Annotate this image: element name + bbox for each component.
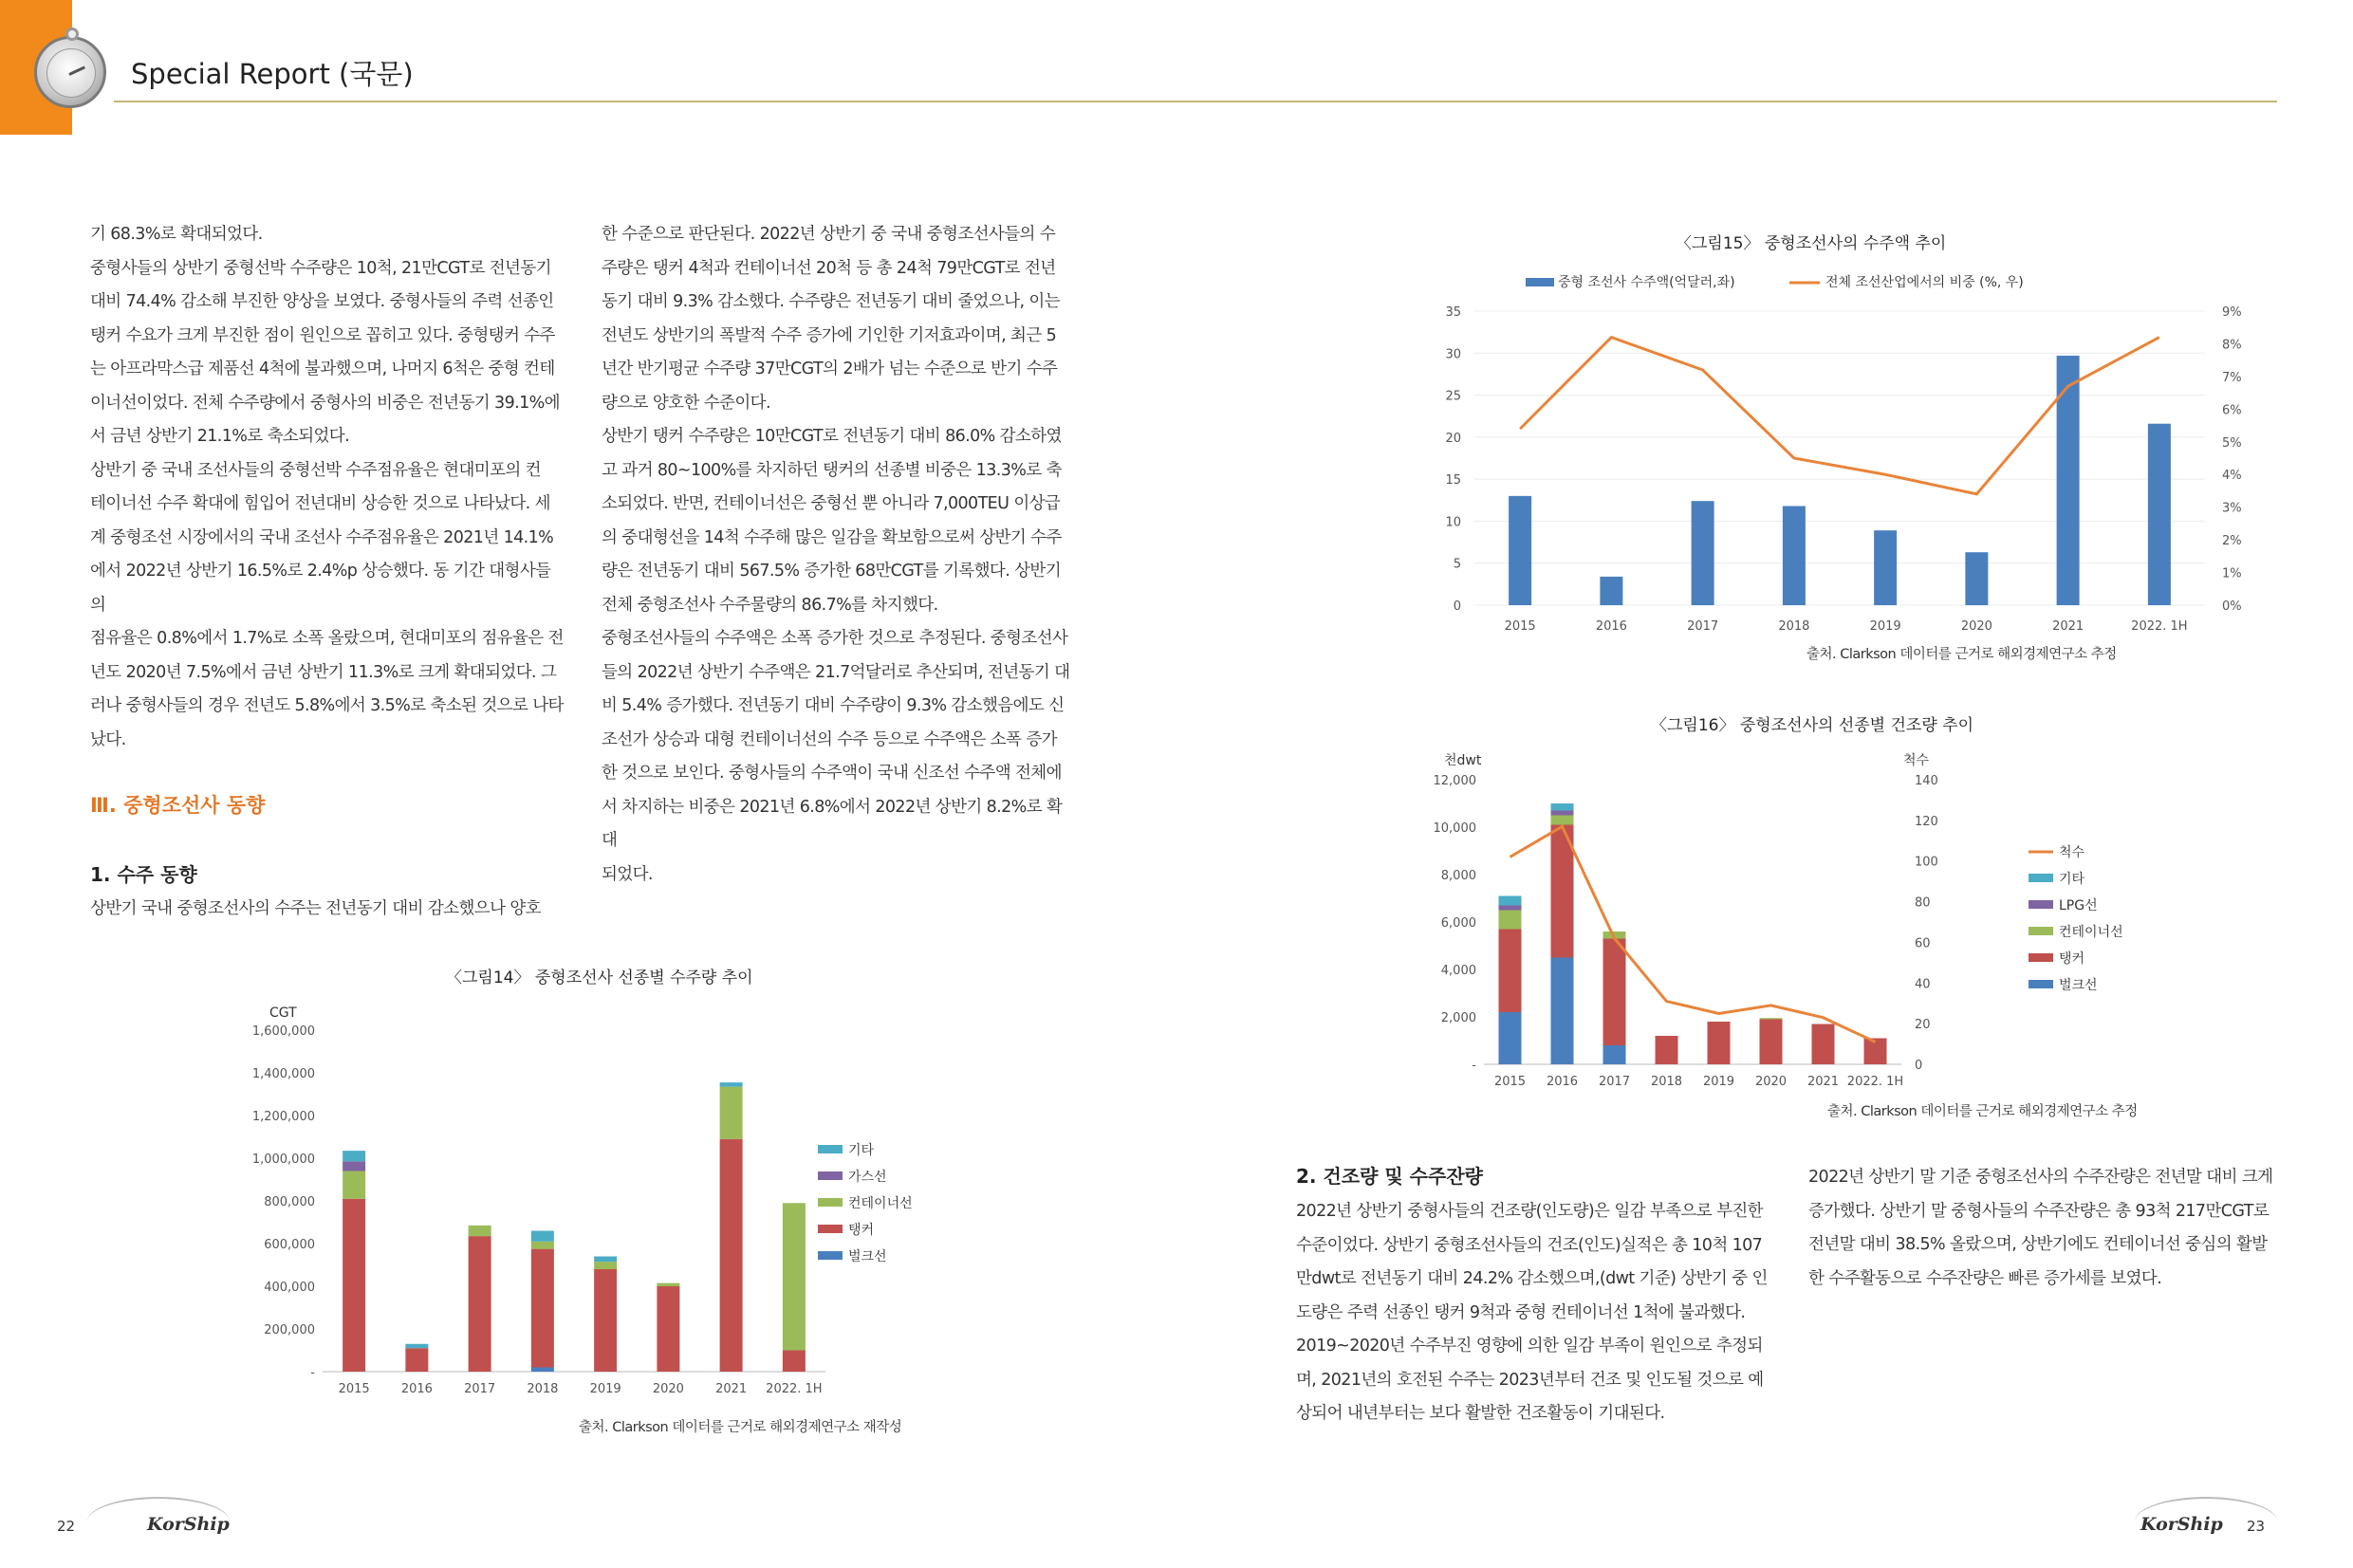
bar-segment [1551,816,1574,825]
text-line: 테이너선 수주 확대에 힘입어 전년대비 상승한 것으로 나타났다. 세 [90,494,550,513]
y2-tick-label: 4% [2222,469,2242,484]
text-line: 동기 대비 9.3% 감소했다. 수주량은 전년동기 대비 줄었으나, 이는 [602,292,1061,311]
x-tick-label: 2019 [1702,1075,1735,1089]
legend-label: 벌크선 [2059,978,2098,993]
header-title: Special Report (국문) [131,58,414,90]
bar-segment [531,1249,554,1368]
y2-tick-label: 40 [1915,977,1931,992]
text-line: 량으로 양호한 수준이다. [602,393,770,413]
figure16-chart [1423,744,2182,1095]
bar-segment [1812,1024,1835,1065]
header-divider [114,101,2277,102]
text-line: 년간 반기평균 수주량 37만CGT의 2배가 넘는 수준으로 반기 수주 [602,360,1058,378]
brand-logo-left: KorShip [147,1514,230,1535]
figure16-caption: 〈그림16〉 중형조선사의 선종별 건조량 추이 [1651,716,1973,735]
text-line: 고 과거 80~100%를 차지하던 탱커의 선종별 비중은 13.3%로 축 [602,460,1062,480]
y-tick-label: 30 [1445,347,1461,362]
bar-segment [1760,1020,1783,1065]
figure16-source: 출처. Clarkson 데이터를 근거로 해외경제연구소 추정 [1827,1104,2138,1119]
y-tick-label: 1,000,000 [251,1153,315,1167]
y-tick-label: 1,600,000 [251,1024,315,1039]
text-line: 는 아프라막스급 제품선 4척에 불과했으며, 나머지 6척은 중형 컨테 [90,360,555,378]
y-tick-label: 200,000 [264,1323,315,1337]
text-line: 대비 74.4% 감소해 부진한 양상을 보였다. 중형사들의 주력 선종인 [90,292,554,311]
x-tick-label: 2016 [400,1382,433,1396]
legend-label: 척수 [2059,845,2085,860]
text-line: 기 68.3%로 확대되었다. [90,225,263,244]
y-tick-label: 2,000 [1440,1011,1476,1025]
bar-segment [1499,1012,1522,1064]
text-line: 들의 2022년 상반기 수주액은 21.7억달러로 추산되며, 전년동기 대 [602,662,1070,682]
y-axis-label: CGT [269,1005,297,1021]
legend-label: 컨테이너선 [848,1196,913,1211]
x-tick-label: 2021 [1806,1075,1840,1089]
bar-segment [531,1242,554,1249]
y-tick-label: 6,000 [1440,916,1476,931]
y-tick-label: 20 [1445,431,1461,446]
figure15-caption: 〈그림15〉 중형조선사의 수주액 추이 [1676,234,1947,253]
y2-tick-label: 7% [2222,370,2242,385]
text-line: 에서 2022년 상반기 16.5%로 2.4%p 상승했다. 동 기간 대형사들의 [90,562,551,615]
y-tick-label: 800,000 [264,1195,315,1209]
y-axis-label: 천dwt [1444,753,1482,768]
bar [1965,552,1988,605]
text-line: 탱커 수요가 크게 부진한 점이 원인으로 꼽히고 있다. 중형탱커 수주 [90,325,555,345]
y2-tick-label: 80 [1915,895,1931,911]
y-tick-label: 4,000 [1440,964,1476,978]
x-tick-label: 2017 [464,1382,496,1396]
text-line: 상반기 중 국내 조선사들의 중형선박 수주점유율은 현대미포의 컨 [90,460,541,480]
section-heading: Ⅲ. 중형조선사 동향 [90,794,266,817]
bar-segment [1551,803,1574,811]
x-tick-label: 2022. 1H [1846,1075,1904,1089]
y-tick-label: 35 [1445,305,1461,320]
y-tick-label: 1,400,000 [251,1067,315,1081]
x-tick-label: 2021 [2052,619,2084,634]
bar-segment [1603,1045,1626,1064]
text-line: 2022년 상반기 중형사들의 건조량(인도량)은 일감 부족으로 부진한 [1296,1202,1763,1221]
text-line: 소되었다. 반면, 컨테이너선은 중형선 뿐 아니라 7,000TEU 이상급 [602,494,1061,513]
bar-segment [1499,906,1522,911]
y2-tick-label: 1% [2222,566,2242,581]
x-tick-label: 2019 [1869,619,1901,634]
y2-tick-label: 8% [2222,338,2242,353]
bar-segment [783,1351,806,1373]
bar-segment [343,1171,365,1199]
text-line: 이너선이었다. 전체 수주량에서 중형사의 비중은 전년동기 39.1%에 [90,393,560,413]
bar-segment [783,1203,806,1350]
x-tick-label: 2016 [1546,1075,1579,1089]
figure14-source: 출처. Clarkson 데이터를 근거로 해외경제연구소 재작성 [579,1420,902,1435]
clock-icon [34,36,106,108]
subsection-lead-text: 상반기 국내 중형조선사의 수주는 전년동기 대비 감소했으나 양호 [90,899,541,918]
x-tick-label: 2020 [1754,1075,1788,1089]
text-line: 점유율은 0.8%에서 1.7%로 소폭 올랐으며, 현대미포의 점유율은 전 [90,629,564,648]
bar [2057,356,2080,605]
x-tick-label: 2022. 1H [766,1382,823,1396]
y-tick-label: 5 [1453,557,1461,572]
legend-swatch [2029,980,2053,988]
x-tick-label: 2017 [1687,619,1719,634]
subsection-heading: 1. 수주 동향 [90,863,197,886]
text-line: 중형조선사들의 수주액은 소폭 증가한 것으로 추정된다. 중형조선사 [602,629,1068,648]
text-line: 한 수주활동으로 수주잔량은 빠른 증가세를 보였다. [1808,1268,2162,1288]
text-line: 전체 중형조선사 수주물량의 86.7%를 차지했다. [602,595,938,615]
figure14-caption: 〈그림14〉 중형조선사 선종별 수주량 추이 [446,968,753,987]
bar-segment [1708,1022,1731,1064]
legend-swatch [1526,278,1554,286]
text-line: 계 중형조선 시장에서의 국내 조선사 수주점유율은 2021년 14.1% [90,527,554,547]
bar-segment [469,1236,491,1372]
figure15-chart [1423,264,2258,643]
bar-segment [720,1082,743,1087]
legend-label: 중형 조선사 수주액(억달러,좌) [1558,275,1735,290]
text-line: 만dwt로 전년동기 대비 24.2% 감소했으며,(dwt 기준) 상반기 중 인 [1296,1269,1768,1288]
y2-tick-label: 5% [2222,435,2242,451]
legend-label: 기타 [2059,872,2085,887]
x-tick-label: 2019 [589,1382,621,1396]
text-line: 량은 전년동기 대비 567.5% 증가한 68만CGT를 기록했다. 상반기 [602,562,1062,581]
x-tick-label: 2020 [652,1382,684,1396]
y-tick-label: 400,000 [264,1281,315,1295]
bar-segment [1499,896,1522,906]
y-tick-label: 25 [1445,389,1461,404]
text-line: 한 것으로 보인다. 중형사들의 수주액이 국내 신조선 수주액 전체에 [602,764,1062,783]
legend-swatch [818,1171,843,1180]
x-tick-label: 2018 [1650,1075,1683,1089]
y2-tick-label: 9% [2222,305,2242,320]
bar-segment [1603,939,1626,1046]
text-line: 중형사들의 상반기 중형선박 수주량은 10척, 21만CGT로 전년동기 [90,258,551,278]
text-line: 2019~2020년 수주부진 영향에 의한 일감 부족이 원인으로 추정되 [1296,1337,1763,1356]
bar-segment [531,1368,554,1373]
legend-label: 탱커 [848,1223,875,1238]
figure15-source: 출처. Clarkson 데이터를 근거로 해외경제연구소 추정 [1806,647,2117,662]
x-tick-label: 2016 [1595,619,1627,634]
bar-segment [405,1344,428,1349]
y-tick-label: 10 [1445,515,1461,530]
y2-tick-label: 0% [2222,600,2242,614]
bar-segment [594,1262,617,1269]
text-line: 년도 2020년 7.5%에서 금년 상반기 11.3%로 크게 확대되었다. 그 [90,662,557,682]
bar-segment [1551,811,1574,816]
y-tick-label: - [1472,1059,1476,1073]
page-number-right: 23 [2247,1518,2266,1535]
bar-segment [469,1226,491,1236]
legend-label: 벌크선 [848,1249,887,1264]
bar-segment [1551,958,1574,1065]
bar [1600,577,1622,605]
legend-swatch [818,1225,843,1233]
y2-tick-label: 60 [1915,936,1931,951]
y-tick-label: 12,000 [1433,774,1476,788]
y2-tick-label: 0 [1915,1059,1923,1073]
bar-segment [531,1231,554,1242]
y-tick-label: 15 [1445,473,1461,489]
bar [1783,506,1806,605]
text-column-3 [1296,1195,1770,1431]
x-tick-label: 2018 [1778,619,1810,634]
y2-tick-label: 140 [1915,774,1938,788]
text-line: 러나 중형사들의 경우 전년도 5.8%에서 3.5%로 축소된 것으로 나타 [90,696,564,715]
legend-label: 탱커 [2059,951,2085,967]
text-line: 상되어 내년부터는 보다 활발한 건조활동이 기대된다. [1296,1404,1665,1423]
text-line: 조선가 상승과 대형 컨테이너선의 수주 등으로 수주액은 소폭 증가 [602,729,1057,749]
y2-axis-label: 척수 [1903,753,1930,768]
y2-tick-label: 6% [2222,403,2242,418]
x-tick-label: 2015 [1504,619,1536,634]
y-tick-label: 600,000 [264,1238,315,1252]
bar-segment [405,1348,428,1372]
x-tick-label: 2018 [527,1382,559,1396]
brand-logo-right: KorShip [2140,1514,2223,1535]
y2-tick-label: 100 [1915,855,1938,870]
y2-tick-label: 20 [1915,1018,1931,1033]
bar [2148,424,2171,605]
x-tick-label: 2022. 1H [2131,619,2188,634]
text-line: 수준이었다. 상반기 중형조선사들의 건조(인도)실적은 총 10척 107 [1296,1235,1763,1255]
bar-segment [1656,1036,1678,1064]
legend-swatch [818,1145,843,1153]
text-line: 전년말 대비 38.5% 올랐으며, 상반기에도 컨테이너선 중심의 활발 [1808,1235,2268,1254]
text-line: 났다. [90,729,126,749]
legend-label: LPG선 [2059,898,2098,913]
bar-segment [720,1139,743,1372]
y-tick-label: 8,000 [1440,869,1476,883]
bar-segment [1864,1039,1887,1065]
legend-swatch [2029,927,2053,935]
text-line: 2022년 상반기 말 기준 중형조선사의 수주잔량은 전년말 대비 크게 [1808,1168,2273,1187]
y-tick-label: 1,200,000 [251,1110,315,1124]
legend-swatch [2029,900,2053,909]
text-line: 증가했다. 상반기 말 중형사들의 수주잔량은 총 93척 217만CGT로 [1808,1201,2270,1221]
bar-segment [343,1161,365,1171]
text-line: 며, 2021년의 호전된 수주는 2023년부터 건조 및 인도될 것으로 예 [1296,1370,1764,1390]
bar-segment [720,1087,743,1139]
text-line: 상반기 탱커 수주량은 10만CGT로 전년동기 대비 86.0% 감소하였 [602,427,1062,446]
legend-label: 컨테이너선 [2059,925,2123,940]
legend-swatch [2029,874,2053,882]
legend-swatch [2029,953,2053,962]
text-column-1 [90,218,565,757]
text-line: 서 금년 상반기 21.1%로 축소되었다. [90,427,350,446]
text-line: 비 5.4% 증가했다. 전년동기 대비 수주량이 9.3% 감소했음에도 신 [602,696,1065,715]
bar-segment [343,1151,365,1161]
subsection-heading-2: 2. 건조량 및 수주잔량 [1296,1165,1483,1188]
figure14-chart [247,996,949,1413]
x-tick-label: 2015 [338,1382,370,1396]
legend-label: 가스선 [848,1170,887,1185]
text-line: 서 차지하는 비중은 2021년 6.8%에서 2022년 상반기 8.2%로 확대 [602,797,1063,850]
legend-label: 전체 조선산업에서의 비중 (%, 우) [1825,275,2024,290]
text-column-2 [602,218,1076,892]
y-tick-label: 10,000 [1433,821,1476,836]
bar [1692,501,1714,605]
legend-swatch [818,1198,843,1207]
bar [1509,496,1531,605]
bar [1874,530,1897,605]
y2-tick-label: 120 [1915,814,1938,829]
text-line: 의 중대형선을 14척 수주해 많은 일감을 확보함으로써 상반기 수주 [602,527,1062,547]
bar-segment [1499,930,1522,1013]
y2-tick-label: 3% [2222,501,2242,516]
bar-segment [657,1286,679,1372]
bar-segment [657,1283,679,1286]
text-line: 주량은 탱커 4척과 컨테이너선 20척 등 총 24척 79만CGT로 전년 [602,258,1056,278]
text-line: 전년도 상반기의 폭발적 수주 증가에 기인한 기저효과이며, 최근 5 [602,325,1057,345]
bar-segment [594,1269,617,1372]
text-line: 한 수준으로 판단된다. 2022년 상반기 중 국내 중형조선사들의 수 [602,225,1056,244]
y2-tick-label: 2% [2222,534,2242,549]
text-line: 되었다. [602,864,653,884]
bar-segment [343,1199,365,1372]
y-tick-label: 0 [1453,600,1461,614]
legend-swatch [818,1251,843,1260]
x-tick-label: 2021 [715,1382,748,1396]
bar-segment [1499,911,1522,930]
x-tick-label: 2015 [1493,1075,1527,1089]
bar-segment [594,1257,617,1263]
text-column-4 [1808,1161,2283,1296]
legend-label: 기타 [848,1143,875,1158]
page-number-left: 22 [57,1518,76,1535]
text-line: 도량은 주력 선종인 탱커 9척과 중형 컨테이너선 1척에 불과했다. [1296,1302,1746,1322]
x-tick-label: 2020 [1960,619,1992,634]
x-tick-label: 2017 [1598,1075,1631,1089]
bar-segment [1760,1018,1783,1019]
y-tick-label: - [310,1366,315,1380]
